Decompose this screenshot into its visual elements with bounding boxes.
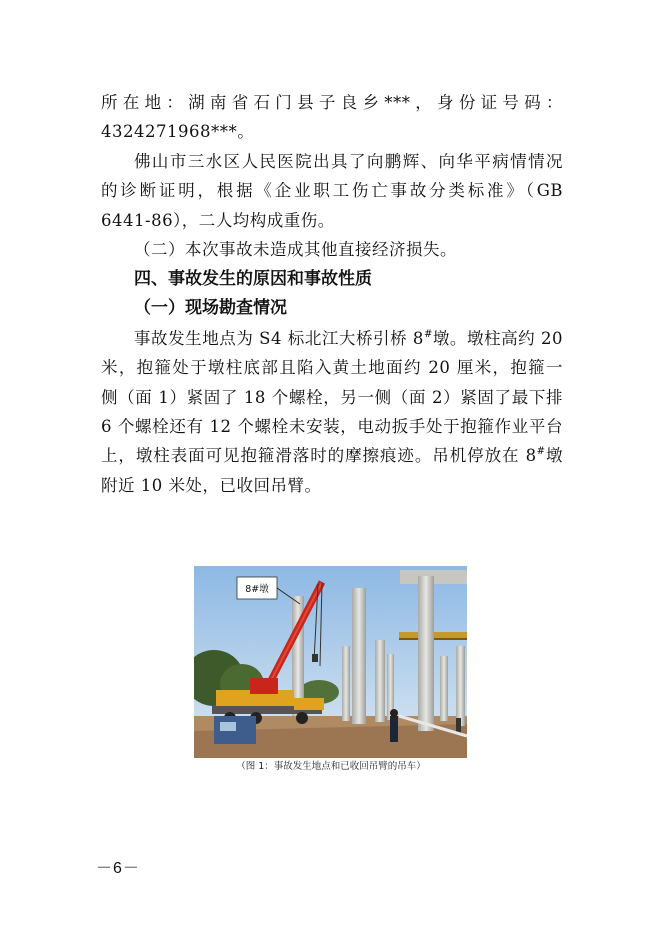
subsection-heading-1: （一）现场勘查情况 (134, 298, 287, 318)
section-heading-4: 四、事故发生的原因和事故性质 (134, 269, 372, 289)
site-line-4: 6 个螺栓还有 12 个螺栓未安装，电动扳手处于抱箍作业平台 (101, 417, 563, 436)
page-number: －6－ (96, 860, 140, 877)
diagnosis-line-2: 的诊断证明，根据《企业职工伤亡事故分类标准》（GB (101, 181, 563, 200)
site-line-6: 附近 10 米处，已收回吊臂。 (101, 476, 322, 495)
id-number-line: 4324271968***。 (101, 122, 255, 141)
site-line-2: 米，抱箍处于墩柱底部且陷入黄土地面约 20 厘米，抱箍一 (101, 358, 563, 377)
site-line-5: 上，墩柱表面可见抱箍滑落时的摩擦痕迹。吊机停放在 8#墩 (101, 446, 563, 465)
diagnosis-line-1: 佛山市三水区人民医院出具了向鹏辉、向华平病情情况 (134, 152, 563, 171)
site-line-1: 事故发生地点为 S4 标北江大桥引桥 8#墩。墩柱高约 20 (134, 329, 563, 348)
accident-site-photo (194, 566, 467, 758)
figure-caption: （图 1：事故发生地点和已收回吊臂的吊车） (236, 761, 426, 772)
accident-site-illustration (194, 566, 467, 758)
location-line: 所在地：湖南省石门县子良乡***，身份证号码： (101, 93, 563, 112)
site-line-3: 侧（面 1）紧固了 18 个螺栓，另一侧（面 2）紧固了最下排 (101, 388, 563, 407)
economic-loss-line: （二）本次事故未造成其他直接经济损失。 (134, 240, 457, 259)
pier-label: 8#墩 (245, 584, 269, 595)
diagnosis-line-3: 6441-86），二人均构成重伤。 (101, 211, 335, 230)
